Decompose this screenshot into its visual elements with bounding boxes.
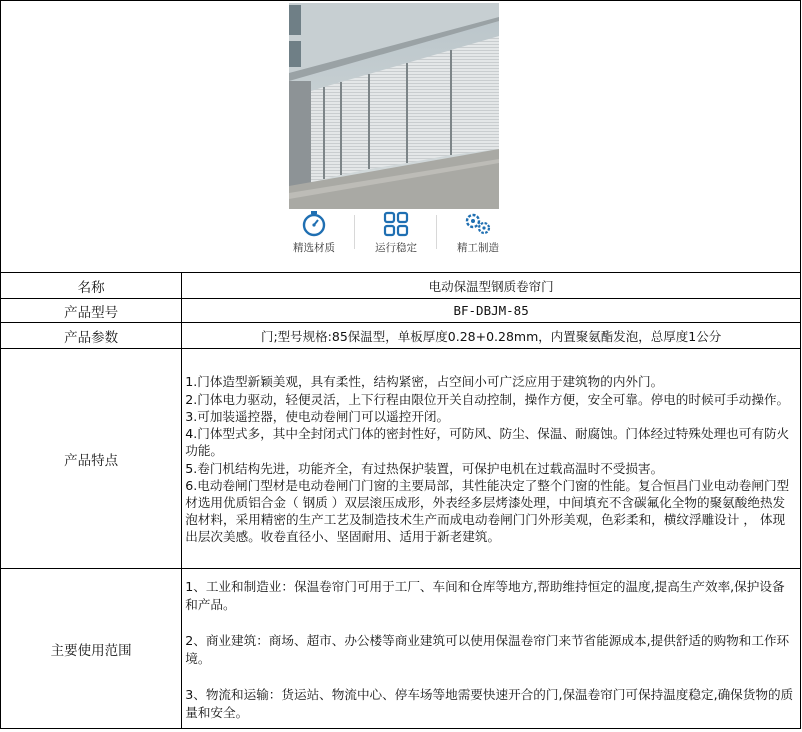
row-name [1, 273, 801, 299]
name-value: 电动保温型钢质卷帘门 [182, 273, 801, 299]
params-value: 门;型号规格:85保温型，单板厚度0.28+0.28mm，内置聚氨酯发泡，总厚度1公分 [182, 323, 801, 349]
list-item: 1.门体造型新颖美观，具有柔性，结构紧密，占空间小可广泛应用于建筑物的内外门。 [185, 374, 664, 390]
model-value: BF-DBJM-85 [182, 299, 801, 323]
product-photo [289, 3, 499, 209]
list-item: 2.门体电力驱动，轻便灵活，上下行程由限位开关自动控制，操作方便，安全可靠。停电的时候可手动操作。 [185, 391, 790, 407]
row-features [1, 349, 801, 569]
features-list [182, 371, 800, 545]
features-cell [182, 349, 801, 569]
list-item: 5.卷门机结构先进，功能齐全，有过热保护装置，可保护电机在过载高温时不受损害。 [185, 460, 664, 476]
list-item: 3、物流和运输：货运站、物流中心、停车场等地需要快速开合的门,保温卷帘门可保持温度稳定,确保货物的质量和安全。 [185, 686, 794, 720]
row-model [1, 299, 801, 323]
name-label: 名称 [1, 273, 182, 299]
grid-squares-icon [380, 211, 412, 237]
feature-stability [359, 211, 433, 255]
list-item: 1、工业和制造业：保温卷帘门可用于工厂、车间和仓库等地方,帮助维持恒定的温度,提高生产效率,保护设备和产品。 [185, 578, 785, 612]
feature-label: 运行稳定 [375, 242, 417, 254]
usage-cell [182, 569, 801, 729]
feature-label: 精选材质 [293, 242, 335, 254]
divider [436, 215, 437, 249]
feature-icons-row [277, 211, 517, 256]
gears-icon [462, 211, 494, 237]
list-item: 2、商业建筑：商场、超市、办公楼等商业建筑可以使用保温卷帘门来节省能源成本,提供舒适的购物和工作环境。 [185, 632, 790, 666]
params-label: 产品参数 [1, 323, 182, 349]
list-item: 6.电动卷闸门型材是电动卷闸门门窗的主要局部，其性能决定了整个门窗的性能。复合恒昌门业电动卷闸门型材选用优质铝合金（ 钢质 ）双层滚压成形，外表经多层烤漆处理，中间填充不含碳氟化全物的聚氨酸绝热发泡材料，采用精密的生产工艺及制造技术生产而成电动卷闸门门外形美观，色彩柔和，横纹浮雕设计 ， 体现出层次美感。收卷直径小、坚固耐用、适用于新老建筑。 [185, 477, 790, 545]
divider [354, 215, 355, 249]
model-label: 产品型号 [1, 299, 182, 323]
row-params [1, 323, 801, 349]
feature-label: 精工制造 [457, 242, 499, 254]
feature-quality [277, 211, 351, 255]
list-item: 4.门体型式多，其中全封闭式门体的密封性好，可防风、防尘、保温、耐腐蚀。门体经过特殊处理也可有防火功能。 [185, 426, 790, 459]
product-image-cell [1, 1, 801, 273]
usage-list [182, 572, 800, 726]
feature-craft [441, 211, 515, 255]
features-label: 产品特点 [1, 349, 182, 569]
row-usage [1, 569, 801, 729]
stopwatch-icon [298, 211, 330, 237]
usage-label: 主要使用范围 [1, 569, 182, 729]
list-item: 3.可加装遥控器，使电动卷闸门可以遥控开闭。 [185, 408, 450, 424]
